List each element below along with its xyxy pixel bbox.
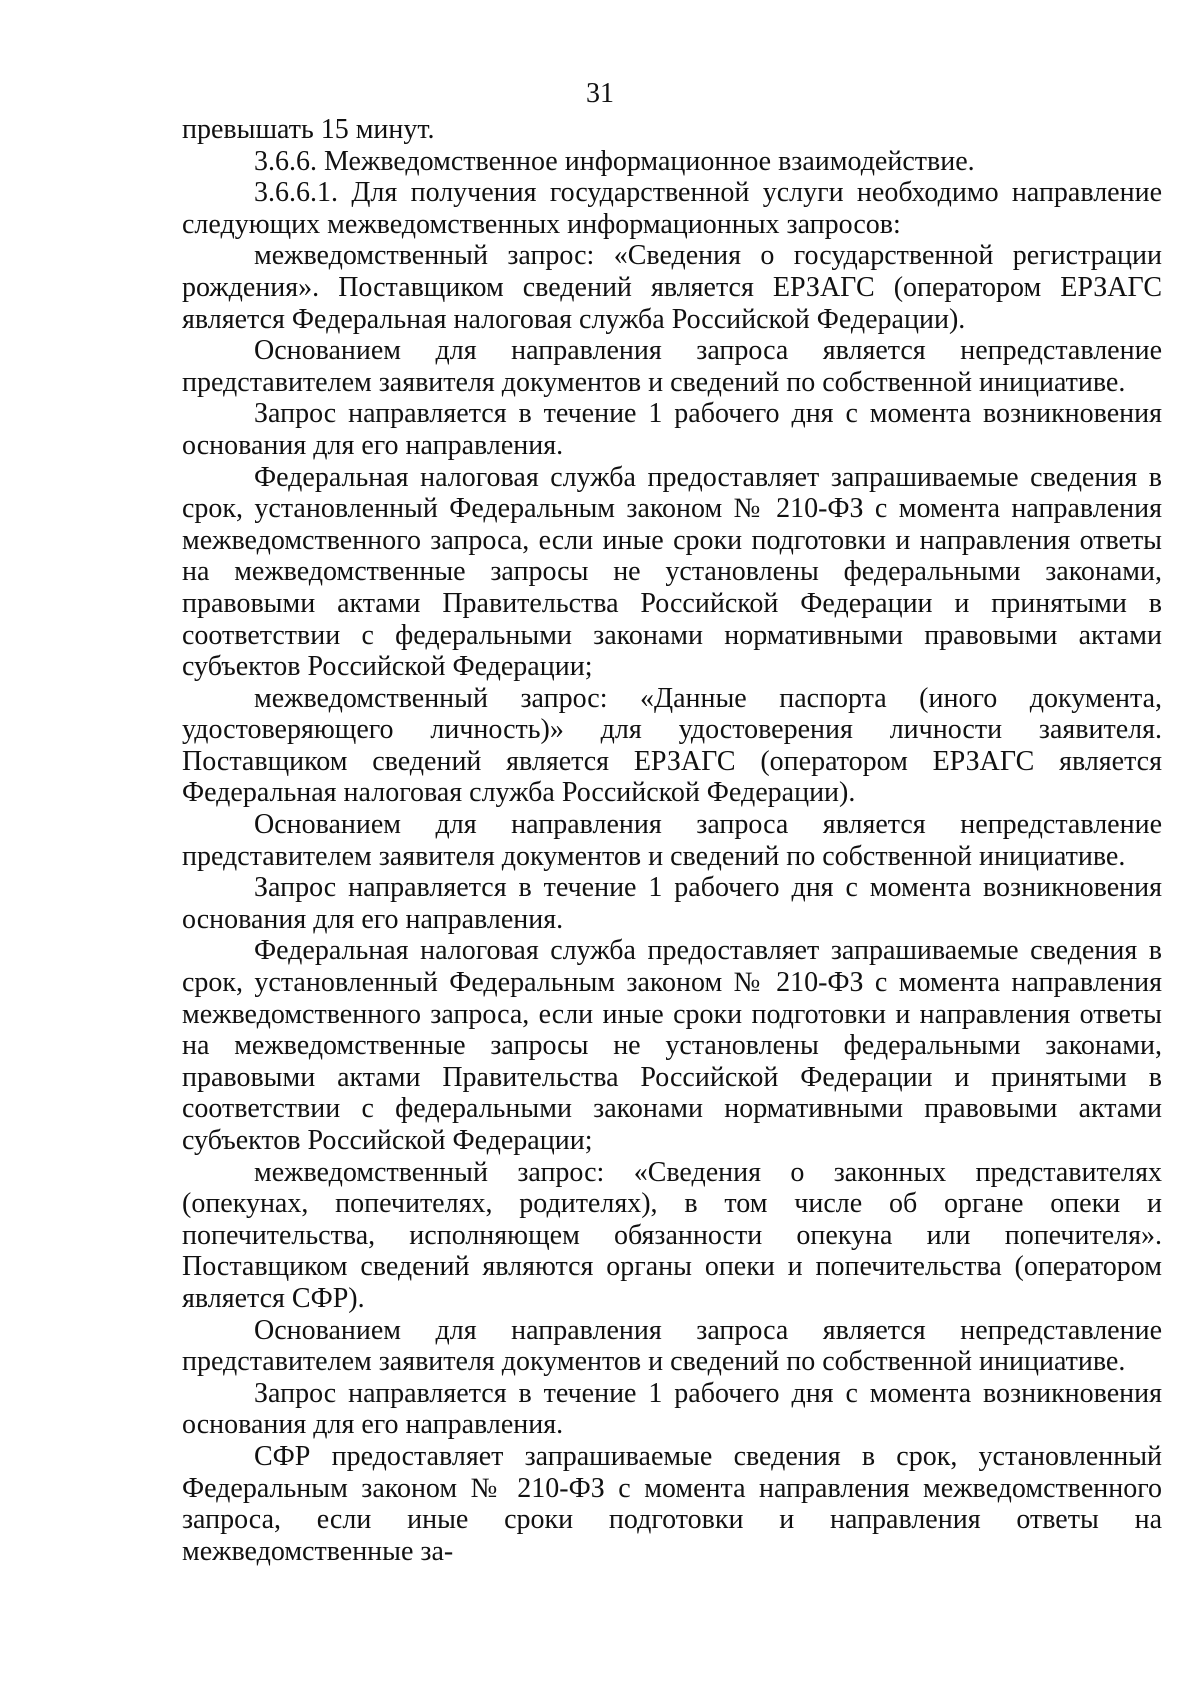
paragraph-timing-3: Запрос направляется в течение 1 рабочего дня с момента возникновения основания для его направления. <box>182 1377 1162 1441</box>
paragraph-request-birth-registration: межведомственный запрос: «Сведения о государственной регистрации рождения». Поставщиком сведений является ЕРЗАГС (оператором ЕРЗАГС является Федеральная налоговая служба Российской Федерации). <box>182 240 1162 335</box>
paragraph-timing-1: Запрос направляется в течение 1 рабочего дня с момента возникновения основания для его направления. <box>182 398 1162 461</box>
document-body <box>182 114 1162 1567</box>
paragraph-continuation: превышать 15 минут. <box>182 114 435 145</box>
paragraph-fns-response-1: Федеральная налоговая служба предоставляет запрашиваемые сведения в срок, установленный Федеральным законом № 210-ФЗ с момента направления межведомственного запроса, если иные сроки подготовки и направления ответы на межведомственные запросы не установлены федеральными законами, правовыми актами Правительства Российской Федерации и принятыми в соответствии с федеральными законами нормативными правовыми актами субъектов Российской Федерации; <box>182 461 1162 683</box>
paragraph-basis-2: Основанием для направления запроса является непредставление представителем заявителя документов и сведений по собственной инициативе. <box>182 809 1162 872</box>
paragraph-request-legal-representatives: межведомственный запрос: «Сведения о законных представителях (опекунах, попечителях, родителях), в том числе об органе опеки и попечительства, исполняющем обязанности опекуна или попечителя». Поставщиком сведений являются органы опеки и попечительства (оператором является СФР). <box>182 1156 1162 1314</box>
paragraph-sfr-response: СФР предоставляет запрашиваемые сведения в срок, установленный Федеральным законом № 210-ФЗ с момента направления межведомственного запроса, если иные сроки подготовки и направления ответы на межведомственные за- <box>182 1440 1162 1567</box>
page-number: 31 <box>586 78 614 109</box>
paragraph-fns-response-2: Федеральная налоговая служба предоставляет запрашиваемые сведения в срок, установленный Федеральным законом № 210-ФЗ с момента направления межведомственного запроса, если иные сроки подготовки и направления ответы на межведомственные запросы не установлены федеральными законами, правовыми актами Правительства Российской Федерации и принятыми в соответствии с федеральными законами нормативными правовыми актами субъектов Российской Федерации; <box>182 935 1162 1156</box>
paragraph-timing-2: Запрос направляется в течение 1 рабочего дня с момента возникновения основания для его направления. <box>182 872 1162 935</box>
section-heading-3-6-6: 3.6.6. Межведомственное информационное взаимодействие. <box>254 145 975 177</box>
paragraph-request-passport-data: межведомственный запрос: «Данные паспорта (иного документа, удостоверяющего личность)» для удостоверения личности заявителя. Поставщиком сведений является ЕРЗАГС (оператором ЕРЗАГС является Федеральная налоговая служба Российской Федерации). <box>182 682 1162 809</box>
paragraph-basis-1: Основанием для направления запроса является непредставление представителем заявителя документов и сведений по собственной инициативе. <box>182 335 1162 398</box>
paragraph-3-6-6-1: 3.6.6.1. Для получения государственной услуги необходимо направление следующих межведомственных информационных запросов: <box>182 177 1162 240</box>
paragraph-basis-3: Основанием для направления запроса является непредставление представителем заявителя документов и сведений по собственной инициативе. <box>182 1314 1162 1378</box>
